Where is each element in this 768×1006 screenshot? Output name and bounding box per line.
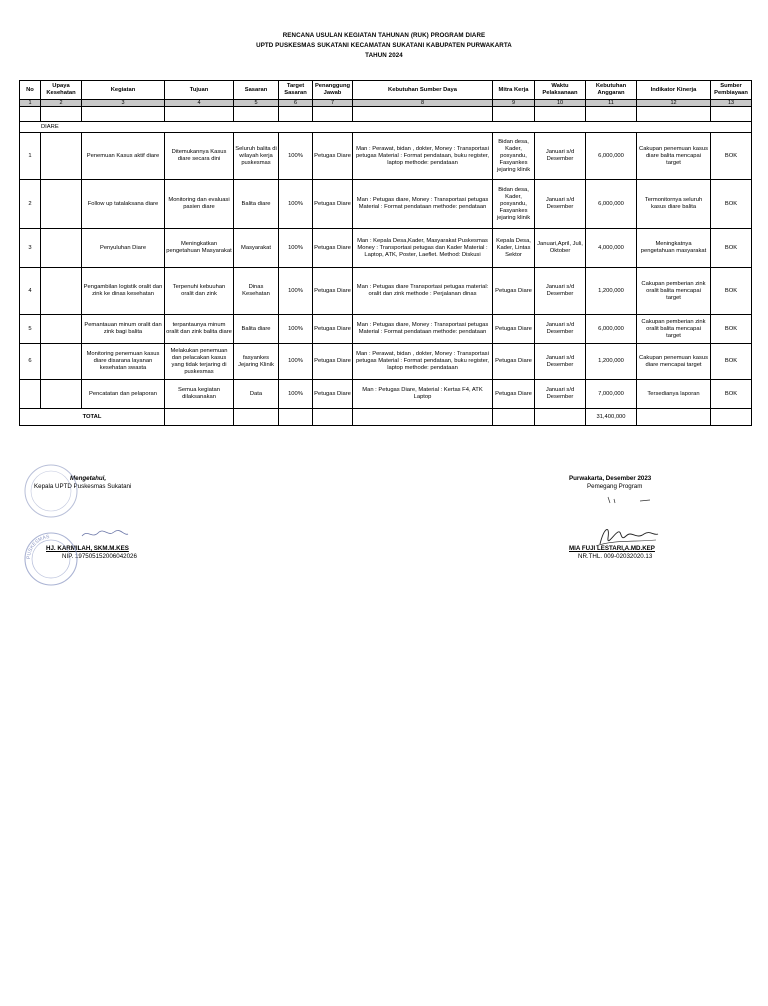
table-row xyxy=(20,315,752,344)
head-nip: NIP. 197505152006042026 xyxy=(62,553,137,560)
header-row xyxy=(20,81,752,100)
row-waktu: Januari s/d Desember xyxy=(535,344,586,380)
row-no: 5 xyxy=(20,315,41,344)
header-cell: Kegiatan xyxy=(82,81,165,100)
mengetahui-label: Mengetahui, xyxy=(70,475,107,482)
row-anggaran: 1,200,000 xyxy=(586,344,637,380)
header-cell: Sumber Pembiayaan xyxy=(711,81,752,100)
blank-row xyxy=(20,107,752,122)
row-upaya xyxy=(41,180,82,229)
row-penanggung-jawab: Petugas Diare xyxy=(313,133,353,180)
head-name: HJ. KARMILAH, SKM.M.KES xyxy=(46,545,129,552)
row-pembiayaan: BOK xyxy=(711,344,752,380)
total-row xyxy=(20,409,752,426)
row-target: 100% xyxy=(279,315,313,344)
holder-role: Pemegang Program xyxy=(587,483,643,490)
title-line-1: RENCANA USULAN KEGIATAN TAHUNAN (RUK) PROGRAM DIARE xyxy=(282,32,486,39)
row-kegiatan: Pencatatan dan pelaporan xyxy=(82,380,165,409)
row-kegiatan: Follow up tatalaksana diare xyxy=(82,180,165,229)
row-mitra: Bidan desa, Kader, posyandu, Fasyankes jejaring klinik xyxy=(493,133,535,180)
title-line-3: TAHUN 2024 xyxy=(365,52,403,59)
row-penanggung-jawab: Petugas Diare xyxy=(313,380,353,409)
table-row xyxy=(20,380,752,409)
row-mitra: Petugas Diare xyxy=(493,268,535,315)
row-target: 100% xyxy=(279,268,313,315)
row-anggaran: 1,200,000 xyxy=(586,268,637,315)
row-sasaran: Masyarakat xyxy=(234,229,279,268)
row-indikator: Tersedianya laporan xyxy=(637,380,711,409)
row-sumber-daya: Man : Petugas diare Transportasi petugas material: oralit dan zink methode : Perjalanan dinas xyxy=(353,268,493,315)
row-mitra: Petugas Diare xyxy=(493,315,535,344)
title-line-2: UPTD PUSKESMAS SUKATANI KECAMATAN SUKATANI KABUPATEN PURWAKARTA xyxy=(256,42,512,49)
signature-mark xyxy=(592,520,662,550)
row-indikator: Termonitornya seluruh kasus diare balita xyxy=(637,180,711,229)
row-kegiatan: Pengambilan logistik oralit dan zink ke dinas kesehatan xyxy=(82,268,165,315)
row-sasaran: fasyankes Jejaring Klinik xyxy=(234,344,279,380)
row-sasaran: Data xyxy=(234,380,279,409)
table-row xyxy=(20,268,752,315)
column-number: 7 xyxy=(313,100,353,107)
signature-block-right xyxy=(569,475,655,560)
row-tujuan: Ditemukannya Kasus diare secara dini xyxy=(165,133,234,180)
column-number: 11 xyxy=(586,100,637,107)
column-number: 5 xyxy=(234,100,279,107)
row-kegiatan: Penyuluhan Diare xyxy=(82,229,165,268)
column-number: 4 xyxy=(165,100,234,107)
row-anggaran: 6,000,000 xyxy=(586,133,637,180)
row-sumber-daya: Man : Perawat, bidan , dokter, Money : Transportasi petugas Material : Format pendataan, buku register, laptop methode: pendataan xyxy=(353,344,493,380)
row-tujuan: Meningkatkan pengetahuan Masyarakat xyxy=(165,229,234,268)
row-pembiayaan: BOK xyxy=(711,315,752,344)
document-title-block xyxy=(0,31,768,61)
row-mitra: Petugas Diare xyxy=(493,380,535,409)
signature-scribble-top xyxy=(596,493,656,505)
row-sumber-daya: Man : Petugas diare, Money : Transportasi petugas Material : Format pendataan methode: pendataan xyxy=(353,180,493,229)
row-indikator: Cakupan pemberian zink oralit balita mencapai target xyxy=(637,315,711,344)
column-number: 9 xyxy=(493,100,535,107)
svg-text:PUSKESMAS xyxy=(26,534,51,559)
row-sumber-daya: Man : Kepala Desa,Kader, Masyarakat Puskesmas Money : Transportasi petugas dan Kader Material : Laptop, ATK, Poster, Laeflet. Method: Diskusi xyxy=(353,229,493,268)
row-indikator: Cakupan penemuan kasus diare balita mencapai target xyxy=(637,133,711,180)
row-sasaran: Dinas Kesehatan xyxy=(234,268,279,315)
column-number: 12 xyxy=(637,100,711,107)
row-pembiayaan: BOK xyxy=(711,133,752,180)
total-label: TOTAL xyxy=(20,409,165,426)
row-indikator: Meningkatnya pengetahuan masyarakat xyxy=(637,229,711,268)
header-cell: Tujuan xyxy=(165,81,234,100)
row-tujuan: Monitoring dan evaluasi pasien diare xyxy=(165,180,234,229)
column-number: 2 xyxy=(41,100,82,107)
row-waktu: Januari s/d Desember xyxy=(535,380,586,409)
section-label: DIARE xyxy=(20,122,752,133)
row-pembiayaan: BOK xyxy=(711,268,752,315)
row-penanggung-jawab: Petugas Diare xyxy=(313,268,353,315)
row-pembiayaan: BOK xyxy=(711,229,752,268)
row-kegiatan: Pemantauan minum oralit dan zink bagi balita xyxy=(82,315,165,344)
row-upaya xyxy=(41,315,82,344)
header-cell: Target Sasaran xyxy=(279,81,313,100)
row-penanggung-jawab: Petugas Diare xyxy=(313,180,353,229)
row-anggaran: 4,000,000 xyxy=(586,229,637,268)
row-target: 100% xyxy=(279,180,313,229)
row-waktu: Januari,April, Juli, Oktober xyxy=(535,229,586,268)
row-penanggung-jawab: Petugas Diare xyxy=(313,315,353,344)
head-role: Kepala UPTD Puskesmas Sukatani xyxy=(34,483,132,490)
row-no: 6 xyxy=(20,344,41,380)
row-sumber-daya: Man : Petugas diare, Money : Transportasi petugas Material : Format pendataan methode: pendataan xyxy=(353,315,493,344)
column-number: 8 xyxy=(353,100,493,107)
row-anggaran: 6,000,000 xyxy=(586,315,637,344)
column-number: 6 xyxy=(279,100,313,107)
row-penanggung-jawab: Petugas Diare xyxy=(313,229,353,268)
table-row xyxy=(20,344,752,380)
row-sumber-daya: Man : Perawat, bidan , dokter, Money : Transportasi petugas Material : Format pendataan, buku register, laptop methode: pendataan xyxy=(353,133,493,180)
row-waktu: Januari s/d Desember xyxy=(535,268,586,315)
header-cell: Kebutuhan Sumber Daya xyxy=(353,81,493,100)
header-cell: No xyxy=(20,81,41,100)
row-sumber-daya: Man : Petugas Diare, Material : Kertas F4, ATK Laptop xyxy=(353,380,493,409)
row-no: 2 xyxy=(20,180,41,229)
initial-scribble xyxy=(80,527,130,541)
header-cell: Indikator Kinerja xyxy=(637,81,711,100)
column-number: 1 xyxy=(20,100,41,107)
row-tujuan: terpantaunya minum oralit dan zink balita diare xyxy=(165,315,234,344)
row-mitra: Kepala Desa, Kader, Lintas Sektor xyxy=(493,229,535,268)
row-penanggung-jawab: Petugas Diare xyxy=(313,344,353,380)
row-sasaran: Balita diare xyxy=(234,315,279,344)
stamp-mark-bottom xyxy=(22,530,80,588)
row-target: 100% xyxy=(279,229,313,268)
row-mitra: Bidan desa, Kader, posyandu, Fasyankes jejaring klinik xyxy=(493,180,535,229)
row-pembiayaan: BOK xyxy=(711,380,752,409)
row-mitra: Petugas Diare xyxy=(493,344,535,380)
column-number: 13 xyxy=(711,100,752,107)
row-sasaran: Balita diare xyxy=(234,180,279,229)
header-cell: Kebutuhan Anggaran xyxy=(586,81,637,100)
row-no: 1 xyxy=(20,133,41,180)
row-kegiatan: Monitoring penemuan kasus diare disarana layanan kesehatan swasta xyxy=(82,344,165,380)
header-cell: Waktu Pelaksanaan xyxy=(535,81,586,100)
row-upaya xyxy=(41,268,82,315)
row-anggaran: 6,000,000 xyxy=(586,180,637,229)
ruk-table xyxy=(19,80,752,426)
header-cell: Upaya Kesehatan xyxy=(41,81,82,100)
row-indikator: Cakupan pemberian zink oralit balita mencapai target xyxy=(637,268,711,315)
row-kegiatan: Penemuan Kasus aktif diare xyxy=(82,133,165,180)
section-row xyxy=(20,122,752,133)
row-tujuan: Melakukan penemuan dan pelacakan kasus yang tidak terjaring di puskesmas xyxy=(165,344,234,380)
header-cell: Sasaran xyxy=(234,81,279,100)
stamp-text: PUSKESMAS xyxy=(25,534,50,560)
row-waktu: Januari s/d Desember xyxy=(535,133,586,180)
row-no: 3 xyxy=(20,229,41,268)
row-no xyxy=(20,380,41,409)
table-row xyxy=(20,180,752,229)
stamp-mark-top xyxy=(22,462,80,520)
row-no: 4 xyxy=(20,268,41,315)
row-pembiayaan: BOK xyxy=(711,180,752,229)
row-waktu: Januari s/d Desember xyxy=(535,180,586,229)
row-upaya xyxy=(41,344,82,380)
holder-name: MIA FUJI LESTARI,A.MD.KEP xyxy=(569,545,655,552)
row-target: 100% xyxy=(279,344,313,380)
place-date: Purwakarta, Desember 2023 xyxy=(569,475,652,482)
row-indikator: Cakupan penemuan kasus diare mencapai target xyxy=(637,344,711,380)
holder-nr: NR.THL. 009-02032020.13 xyxy=(578,553,653,560)
total-value: 31,400,000 xyxy=(586,409,637,426)
table-row xyxy=(20,229,752,268)
row-tujuan: Semua kegiatan dilaksanakan xyxy=(165,380,234,409)
row-waktu: Januari s/d Desember xyxy=(535,315,586,344)
row-anggaran: 7,000,000 xyxy=(586,380,637,409)
row-upaya xyxy=(41,229,82,268)
row-upaya xyxy=(41,380,82,409)
header-cell: Mitra Kerja xyxy=(493,81,535,100)
column-number: 3 xyxy=(82,100,165,107)
row-tujuan: Terpenuhi kebuuhan oralit dan zink xyxy=(165,268,234,315)
row-target: 100% xyxy=(279,133,313,180)
row-target: 100% xyxy=(279,380,313,409)
header-cell: Penanggung Jawab xyxy=(313,81,353,100)
column-number: 10 xyxy=(535,100,586,107)
table-row xyxy=(20,133,752,180)
row-sasaran: Seluruh balita di wilayah kerja puskesmas xyxy=(234,133,279,180)
column-number-row xyxy=(20,100,752,107)
row-upaya xyxy=(41,133,82,180)
